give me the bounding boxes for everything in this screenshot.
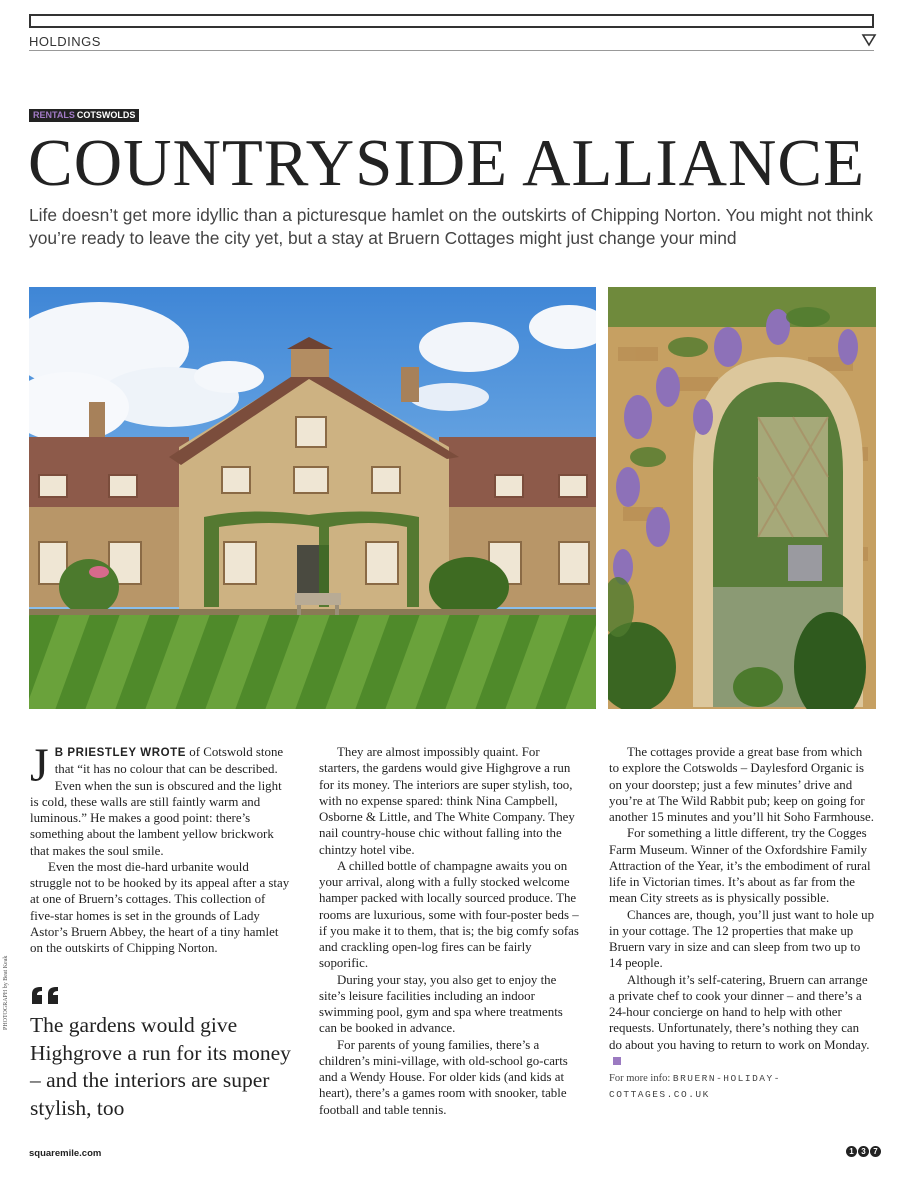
- article-column-1: [30, 739, 292, 956]
- quote-mark-icon: [30, 986, 64, 1004]
- article-standfirst: Life doesn’t get more idyllic than a picturesque hamlet on the outskirts of Chipping Norton. You might not think you’re ready to leave the city yet, but a stay at Bruern Cottages might just change your mind: [29, 205, 873, 248]
- paragraph: [30, 739, 292, 859]
- footer-site[interactable]: squaremile.com: [29, 1148, 102, 1159]
- tag-category: RENTALS: [33, 110, 75, 120]
- paragraph: Even the most die-hard urbanite would struggle not to be hooked by its appeal after a stay at one of Bruern’s cottages. This collection of five-star homes is set in the grounds of Lady Astor’s Bruern Abbey, the heart of a tiny hamlet on the outskirts of Chipping Norton.: [30, 859, 290, 955]
- more-info-link[interactable]: BRUERN-HOLIDAY-COTTAGES.CO.UK: [609, 1073, 781, 1101]
- paragraph: [609, 972, 875, 1070]
- paragraph: For parents of young families, there’s a children’s mini-village, with old-school go-carts and a Wendy House. For older kids (and kids at heart), there’s a games room with snooker, table football and table tennis.: [319, 1037, 568, 1117]
- page-digit: 1: [846, 1146, 857, 1157]
- paragraph: A chilled bottle of champagne awaits you on your arrival, along with a fully stocked welcome hamper packed with locally sourced produce. The rooms are luxurious, some with four-poster beds – if you make it to them, that is; the big comfy sofas and crackling open-log fires can be fairly soporific.: [319, 858, 579, 971]
- paragraph: During your stay, you also get to enjoy the site’s leisure facilities including an indoor swimming pool, gym and spa where treatments can be booked in advance.: [319, 972, 563, 1036]
- more-info: [609, 1071, 875, 1104]
- more-info-label: For more info:: [609, 1073, 671, 1084]
- page-number: [846, 1146, 881, 1158]
- section-label: HOLDINGS: [29, 34, 101, 49]
- pull-quote: The gardens would give Highgrove a run for its money – and the interiors are super stylish, too: [30, 1013, 291, 1120]
- paragraph: The cottages provide a great base from which to explore the Cotswolds – Daylesford Organic is on your doorstep; just a few minutes’ drive and you’re at The Wild Rabbit pub; keep on going for another 15 minutes and you’ll hit Soho Farmhouse.: [609, 745, 874, 824]
- paragraph: Chances are, though, you’ll just want to hole up in your cottage. The 12 properties that make up Bruern vary in size and can sleep from two up to 14 people.: [609, 907, 875, 971]
- article-column-2: [319, 744, 581, 1118]
- category-tag: [29, 109, 139, 122]
- garden-arch-photo: [608, 287, 876, 709]
- triangle-down-icon: [861, 33, 877, 47]
- cottages-photo: [29, 287, 596, 709]
- paragraph-text: Although it’s self-catering, Bruern can arrange a private chef to cook your dinner – and there’s a 24-hour concierge on hand to help with other requests. Unfortunately, there’s nothing they can do about you having to return to work on Monday.: [609, 972, 870, 1052]
- paragraph: For something a little different, try the Cogges Farm Museum. Winner of the Oxfordshire Family Attraction of the Year, it’s the embodiment of rural life in Victorian times. It’s about as far from the mean City streets as is physically possible.: [609, 826, 871, 906]
- end-mark-icon: [613, 1057, 621, 1065]
- lead-in: B PRIESTLEY WROTE: [54, 747, 187, 759]
- top-rule-bar: [29, 14, 874, 28]
- paragraph-text: of Cotswold stone that “it has no colour that can be described. Even when the sun is obscured and the light is cold, these walls are still faintly warm and luminous.” He makes a good point: there’s something about the lambent yellow brickwork that makes the soul smile.: [30, 745, 284, 858]
- header-divider: [29, 50, 874, 51]
- article-headline: COUNTRYSIDE ALLIANCE: [28, 126, 866, 200]
- photo-credit: PHOTOGRAPH by Beat Keak: [3, 955, 9, 1030]
- paragraph: They are almost impossibly quaint. For starters, the gardens would give Highgrove a run for its money. The interiors are super stylish, too, with no expense spared: think Nina Campbell, Osborne & Little, and The White Company. They nail country-house chic without falling into the chintzy hotel vibe.: [319, 745, 575, 857]
- page-digit: 3: [858, 1146, 869, 1157]
- tag-region: COTSWOLDS: [76, 110, 136, 120]
- page-digit: 7: [870, 1146, 881, 1157]
- article-column-3: [609, 744, 875, 1104]
- drop-cap: J: [30, 739, 49, 792]
